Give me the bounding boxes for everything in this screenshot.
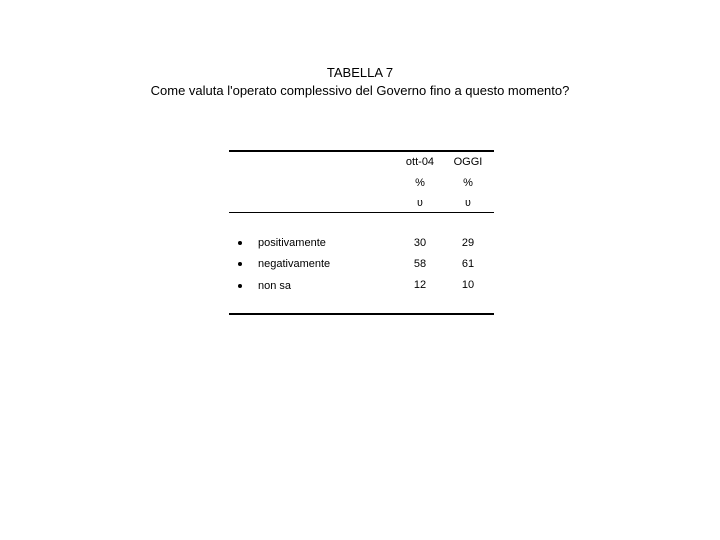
down-marker-icon: ʋ xyxy=(464,197,471,209)
survey-question: Come valuta l'operato complessivo del Governo fino a questo momento? xyxy=(150,83,570,98)
row-label: positivamente xyxy=(258,237,326,249)
table-title: TABELLA 7 xyxy=(326,65,394,80)
bullet-icon xyxy=(238,284,242,288)
column-header-ott-04: ott-04 xyxy=(405,156,435,168)
row-value-ott-04: 30 xyxy=(413,237,427,249)
down-marker-icon: ʋ xyxy=(416,197,423,209)
table-bottom-rule xyxy=(229,313,494,315)
row-value-oggi: 10 xyxy=(461,279,475,291)
column-unit-oggi: % xyxy=(463,177,473,189)
table-top-rule xyxy=(229,150,494,152)
bullet-icon xyxy=(238,262,242,266)
column-unit-ott-04: % xyxy=(415,177,425,189)
row-label: negativamente xyxy=(258,258,331,270)
row-value-ott-04: 12 xyxy=(413,279,427,291)
row-value-oggi: 29 xyxy=(461,237,475,249)
row-value-ott-04: 58 xyxy=(413,258,427,270)
row-value-oggi: 61 xyxy=(461,258,475,270)
column-header-oggi: OGGI xyxy=(453,156,483,168)
table-header-rule xyxy=(229,212,494,213)
bullet-icon xyxy=(238,241,242,245)
row-label: non sa xyxy=(258,280,292,292)
